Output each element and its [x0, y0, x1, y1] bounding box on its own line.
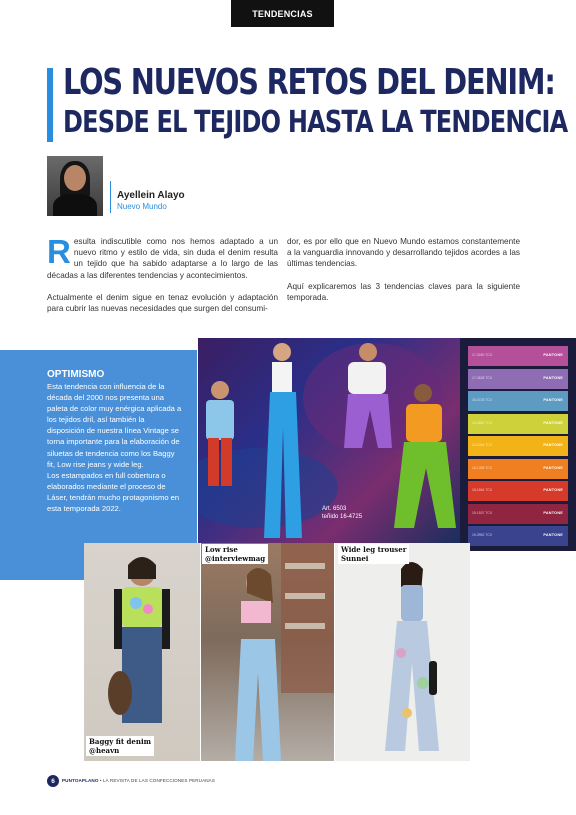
swatch-brand: PANTONE: [543, 353, 563, 357]
swatch-brand: PANTONE: [543, 375, 563, 380]
swatch-code: 14-0852 TCX: [472, 420, 493, 425]
swatch-brand: PANTONE: [543, 465, 563, 470]
baggy-fit-figure: [84, 543, 200, 761]
author-organization: Nuevo Mundo: [117, 202, 167, 211]
body-column-1: [47, 233, 278, 314]
pantone-swatch: [468, 526, 568, 546]
pantone-swatch: [468, 459, 568, 479]
swatch-brand: PANTONE: [543, 510, 563, 515]
baggy-fit-photo: [84, 543, 200, 761]
optimismo-title: OPTIMISMO: [47, 369, 105, 380]
swatch-code: 17-3628 TCX: [472, 375, 493, 380]
pantone-swatch: [468, 369, 568, 389]
swatch-brand: PANTONE: [543, 443, 563, 447]
pantone-swatch: [468, 391, 568, 411]
low-rise-caption: Low rise @interviewmag: [202, 544, 268, 564]
pantone-swatch: [468, 504, 568, 524]
baggy-fit-caption: Baggy fit denim @heavn: [86, 736, 154, 756]
pantone-swatch: [468, 414, 568, 434]
swatch-code: 19-3952 TCX: [472, 533, 493, 537]
body-column-2: [287, 236, 520, 303]
wide-leg-photo: [335, 543, 470, 761]
low-rise-photo: [201, 543, 334, 761]
swatch-code: 14-1064 TCX: [472, 443, 493, 447]
body-paragraph: Aquí explicaremos las 3 tendencias claves para la siguiente temporada.: [287, 281, 520, 302]
title-line-1: LOS NUEVOS RETOS DEL DENIM:: [63, 62, 555, 103]
body-paragraph: Actualmente el denim sigue en tenaz evolución y adaptación para cubrir las nuevas necesidades que surgen del consumi-: [47, 292, 278, 314]
wide-leg-figure: [335, 543, 470, 761]
swatch-brand: PANTONE: [543, 533, 563, 537]
wide-leg-caption: Wide leg trouser Sunnei: [338, 544, 409, 564]
author-divider: [110, 181, 111, 213]
pantone-swatch: [468, 481, 568, 501]
drop-cap: R: [47, 233, 71, 270]
title-accent-bar: [47, 68, 53, 142]
page-title: [63, 62, 568, 142]
pantone-palette: [460, 338, 576, 551]
page-number: 6: [47, 775, 59, 787]
author-photo: [47, 156, 103, 216]
swatch-code: 16-4725 TCX: [472, 398, 493, 402]
author-name: Ayellein Alayo: [117, 190, 185, 201]
optimismo-text: Esta tendencia con influencia de la década del 2000 nos presenta una paleta de color muy enérgica aplicada a los tejidos dril, así también la disposición de nuestra línea Vintage se torna importante para la elaboración de siluetas de tendencia como los Baggy fit, Low rise jeans y wide leg. Los estampados en full cobertura o elaborados mediante el proceso de Láser, tendrán mucho protagonismo en esta temporada 2022.: [47, 382, 182, 514]
swatch-code: 16-1358 TCX: [472, 465, 493, 470]
swatch-code: 18-1664 TCX: [472, 488, 493, 492]
section-tag: TENDENCIAS: [231, 0, 334, 27]
swatch-code: 19-1537 TCX: [472, 510, 493, 515]
swatch-brand: PANTONE: [543, 420, 563, 425]
intro-paragraph: Resulta indiscutible como nos hemos adaptado a un nuevo ritmo y estilo de vida, sin duda el denim resulta un tejido que ha sabido adaptarse a lo largo de las décadas a las diferentes tendencias y acontecimientos.: [47, 233, 278, 280]
pantone-swatch: [468, 346, 568, 366]
swatch-brand: PANTONE: [543, 398, 563, 402]
body-paragraph: dor, es por ello que en Nuevo Mundo estamos constantemente a la vanguardia innovando y desarrollando tejidos acordes a las últimas tendencias.: [287, 237, 520, 269]
title-line-2: DESDE EL TEJIDO HASTA LA TENDENCIA: [63, 105, 568, 140]
footer-text: PUNTOAPLANO • LA REVISTA DE LAS CONFECCIONES PERUANAS: [62, 778, 216, 783]
fabric-article-label: Art. 6503 teñido 16-4725: [322, 506, 363, 520]
low-rise-figure: [201, 543, 334, 761]
swatch-code: 17-3240 TCX: [472, 353, 493, 357]
pantone-swatch: [468, 436, 568, 456]
swatch-brand: PANTONE: [543, 488, 563, 492]
